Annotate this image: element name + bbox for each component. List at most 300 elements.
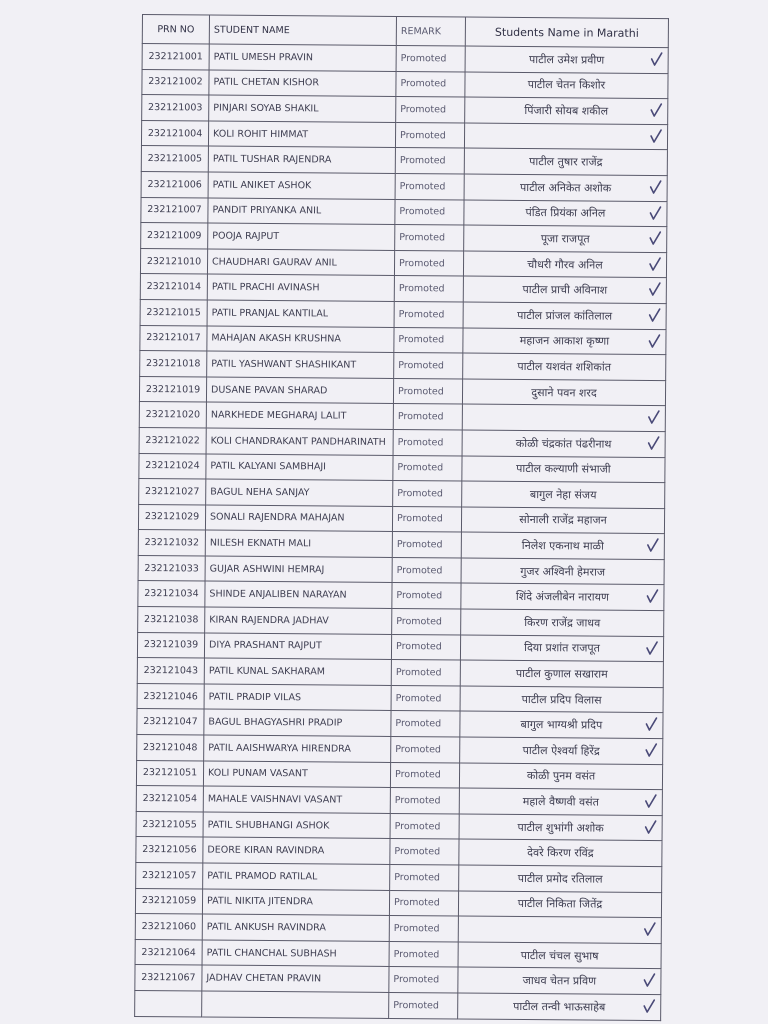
marathi-name-cell — [464, 174, 667, 201]
marathi-name-cell-text: पाटील अनिकेत अशोक — [519, 180, 612, 195]
remark-cell-text: Promoted — [399, 206, 446, 218]
remark-cell-text: Promoted — [393, 897, 440, 909]
remark-cell — [393, 429, 462, 455]
student-name-cell — [203, 863, 390, 890]
marathi-name-cell-text: पाटील प्रांजल कांतिलाल — [517, 308, 613, 323]
student-name-cell — [208, 223, 395, 250]
student-name-cell-text: KOLI CHANDRAKANT PANDHARINATH — [210, 435, 386, 448]
marathi-name-cell — [464, 225, 667, 252]
remark-cell — [394, 353, 463, 379]
prn-cell-text: 232121034 — [144, 588, 199, 600]
remark-cell-text: Promoted — [394, 846, 441, 858]
student-name-cell-text: PATIL KALYANI SAMBHAJI — [210, 460, 327, 473]
student-name-cell — [205, 581, 392, 608]
remark-cell-text: Promoted — [393, 974, 440, 986]
checkmark-icon — [644, 716, 658, 732]
student-name-cell-text: PATIL PRANJAL KANTILAL — [211, 307, 329, 320]
marathi-name-cell — [465, 72, 668, 99]
marathi-name-cell — [462, 481, 665, 508]
remark-cell — [393, 455, 462, 481]
remark-cell — [390, 864, 459, 890]
checkmark-icon — [645, 640, 659, 656]
prn-cell — [137, 709, 204, 735]
remark-cell — [393, 481, 462, 507]
student-name-cell-text: KOLI ROHIT HIMMAT — [213, 128, 309, 140]
student-name-cell-text: PATIL CHANCHAL SUBHASH — [206, 947, 337, 960]
prn-cell-text: 232121018 — [146, 357, 201, 370]
remark-cell — [391, 660, 460, 686]
prn-cell-text: 232121003 — [148, 102, 203, 114]
prn-cell-text: 232121056 — [142, 844, 197, 856]
student-name-cell-text: BAGUL NEHA SANJAY — [210, 486, 310, 499]
prn-cell-text: 232121043 — [143, 665, 199, 677]
table-row — [135, 990, 661, 1020]
remark-cell-text: Promoted — [395, 743, 442, 756]
student-name-cell — [206, 402, 393, 429]
prn-cell — [135, 965, 202, 991]
remark-cell-text: Promoted — [394, 795, 441, 807]
marathi-name-cell-text: पाटील प्रमोद रतिलाल — [517, 871, 603, 886]
marathi-name-cell — [460, 635, 663, 662]
prn-cell-text: 232121038 — [143, 613, 199, 626]
remark-cell-text: Promoted — [400, 129, 446, 141]
marathi-name-cell — [459, 865, 662, 892]
marathi-name-cell-text: पाटील यशवंत शशिकांत — [517, 359, 612, 374]
prn-cell — [136, 760, 203, 786]
marathi-name-cell — [460, 737, 663, 764]
remark-cell-text: Promoted — [394, 769, 441, 781]
remark-cell — [391, 737, 460, 763]
remark-cell — [395, 225, 464, 251]
student-name-cell-text: PATIL UMESH PRAVIN — [213, 51, 314, 64]
student-name-cell — [205, 505, 392, 532]
remark-cell-text: Promoted — [399, 155, 446, 167]
prn-cell — [136, 837, 203, 863]
prn-cell — [139, 427, 206, 453]
checkmark-icon — [648, 281, 662, 297]
checkmark-icon — [649, 128, 663, 144]
remark-cell-text: Promoted — [400, 52, 447, 65]
prn-cell — [137, 658, 204, 684]
student-name-cell — [203, 837, 390, 864]
student-name-cell — [204, 684, 391, 711]
remark-cell — [390, 839, 459, 865]
prn-cell — [135, 914, 202, 940]
checkmark-icon — [647, 435, 661, 451]
remark-cell-text: Promoted — [397, 462, 444, 474]
remark-cell-text: Promoted — [400, 78, 447, 90]
student-name-cell-text: PATIL KUNAL SAKHARAM — [208, 665, 326, 678]
prn-cell — [141, 120, 208, 146]
remark-cell-text: Promoted — [398, 359, 445, 372]
prn-cell — [140, 299, 207, 325]
prn-cell — [142, 95, 209, 121]
prn-cell-text: 232121001 — [148, 50, 203, 63]
marathi-name-cell — [464, 200, 667, 227]
checkmark-icon — [650, 51, 664, 67]
marathi-name-cell-text: पंडित प्रियंका अनिल — [525, 206, 606, 221]
remark-cell — [396, 45, 465, 71]
marathi-name-cell — [463, 302, 666, 329]
student-name-cell-text: PATIL ANKUSH RAVINDRA — [206, 921, 326, 934]
marathi-name-cell — [462, 430, 665, 457]
student-name-cell-text: PATIL SHUBHANGI ASHOK — [207, 819, 330, 832]
marathi-name-cell — [458, 891, 661, 918]
prn-cell-text: 232121051 — [142, 767, 198, 779]
remark-cell — [392, 532, 461, 558]
marathi-name-cell — [461, 507, 664, 534]
remark-cell-text: Promoted — [396, 615, 443, 628]
marathi-name-cell-text: पाटील कुणाल सखाराम — [515, 667, 608, 681]
remark-cell-text: Promoted — [395, 718, 442, 730]
marathi-name-cell — [459, 839, 662, 866]
marathi-name-cell-text: जाधव चेतन प्रविण — [522, 974, 597, 988]
marathi-name-cell — [458, 967, 661, 994]
student-name-cell — [209, 44, 396, 71]
remark-cell — [390, 813, 459, 839]
prn-cell — [135, 888, 202, 914]
remark-cell-text: Promoted — [395, 641, 442, 653]
remark-cell — [395, 199, 464, 225]
remark-cell — [395, 148, 464, 174]
remark-cell-text: Promoted — [399, 257, 445, 269]
prn-cell-text: 232121002 — [148, 76, 203, 88]
marathi-name-cell-text: पाटील तुषार राजेंद्र — [529, 155, 603, 169]
prn-cell — [138, 581, 205, 607]
remark-cell — [391, 685, 460, 711]
student-name-cell-text: MAHAJAN AKASH KRUSHNA — [211, 332, 341, 345]
marathi-name-cell-text: पाटील तन्वी भाऊसाहेब — [513, 999, 606, 1014]
student-name-cell — [208, 121, 395, 148]
prn-cell — [135, 990, 202, 1016]
student-name-cell-text: PATIL AAISHWARYA HIRENDRA — [208, 742, 351, 755]
prn-cell-text: 232121032 — [144, 537, 200, 549]
remark-cell — [392, 506, 461, 532]
student-name-cell — [204, 658, 391, 685]
marathi-name-cell-text: बागुल नेहा संजय — [529, 487, 597, 502]
student-name-cell — [205, 607, 392, 634]
marathi-name-cell-text: पाटील चेतन किशोर — [527, 78, 606, 93]
remark-cell — [393, 404, 462, 430]
marathi-name-cell-text: दिया प्रशांत राजपूत — [524, 641, 600, 656]
remark-cell — [396, 97, 465, 123]
prn-cell — [141, 223, 208, 249]
marathi-name-cell-text: देवरे किरण रविंद्र — [527, 846, 594, 860]
remark-cell-text: Promoted — [398, 283, 445, 295]
remark-cell — [389, 916, 458, 942]
student-name-cell — [207, 274, 394, 301]
student-name-cell-text: SONALI RAJENDRA MAHAJAN — [210, 512, 345, 525]
prn-cell-text: 232121006 — [147, 178, 202, 191]
checkmark-icon — [644, 793, 658, 809]
prn-cell — [140, 248, 207, 274]
student-name-cell-text: MAHALE VAISHNAVI VASANT — [207, 793, 343, 806]
remark-cell — [389, 941, 458, 967]
student-name-cell-text: PATIL TUSHAR RAJENDRA — [212, 153, 332, 166]
checkmark-icon — [649, 102, 663, 118]
prn-cell — [138, 504, 205, 530]
remark-cell-text: Promoted — [399, 231, 446, 244]
remark-cell — [392, 609, 461, 635]
checkmark-icon — [649, 179, 663, 195]
prn-cell — [139, 479, 206, 505]
remark-cell — [394, 276, 463, 302]
prn-cell — [136, 862, 203, 888]
student-name-cell — [202, 914, 389, 941]
marathi-name-cell — [462, 456, 665, 483]
student-name-cell — [202, 965, 389, 992]
remark-cell-text: Promoted — [398, 385, 444, 397]
remark-cell — [395, 173, 464, 199]
student-name-cell — [207, 326, 394, 353]
marathi-name-cell — [463, 328, 666, 355]
prn-cell — [140, 325, 207, 351]
marathi-name-cell-text: पाटील उमेश प्रवीण — [528, 52, 605, 67]
marathi-name-cell — [460, 711, 663, 738]
marathi-name-cell-text: कोळी चंद्रकांत पंढरीनाथ — [515, 436, 612, 451]
prn-cell-text: 232121007 — [147, 204, 202, 216]
marathi-name-cell-text: शिंदे अंजलीबेन नारायण — [515, 590, 610, 604]
student-name-cell-text: POOJA RAJPUT — [212, 230, 280, 243]
checkmark-icon — [644, 742, 658, 758]
student-name-cell — [207, 300, 394, 327]
remark-cell-text: Promoted — [395, 692, 442, 705]
marathi-name-cell — [465, 46, 668, 73]
marathi-name-cell — [464, 123, 667, 150]
student-name-cell — [202, 889, 389, 916]
student-list-sheet — [134, 14, 658, 1021]
remark-cell — [389, 967, 458, 993]
marathi-name-cell-text: पाटील निकिता जितेंद्र — [517, 897, 603, 912]
prn-cell-text: 232121060 — [141, 921, 197, 933]
student-name-cell-text: NILESH EKNATH MALI — [209, 537, 312, 550]
table-header-row — [142, 15, 668, 48]
prn-cell-text: 232121057 — [141, 869, 197, 882]
prn-cell — [137, 735, 204, 761]
marathi-name-cell — [461, 609, 664, 636]
marathi-name-cell — [458, 942, 661, 969]
remark-cell — [394, 327, 463, 353]
student-name-cell-text: CHAUDHARI GAURAV ANIL — [212, 256, 337, 269]
student-name-cell — [208, 198, 395, 225]
prn-cell — [138, 530, 205, 556]
marathi-name-cell — [459, 763, 662, 790]
student-name-cell — [205, 530, 392, 557]
remark-cell — [389, 992, 458, 1018]
student-name-cell — [202, 991, 389, 1018]
prn-cell — [138, 607, 205, 633]
student-name-cell — [204, 633, 391, 660]
remark-cell-text: Promoted — [393, 922, 440, 935]
prn-cell-text: 232121022 — [145, 434, 200, 447]
marathi-name-cell-text: चौधरी गौरव अनिल — [527, 257, 603, 272]
student-name-cell — [206, 454, 393, 481]
header-remark: REMARK — [396, 16, 465, 46]
marathi-name-cell-text: गुजर अश्विनी हेमराज — [520, 564, 606, 579]
prn-cell — [136, 811, 203, 837]
prn-cell — [139, 453, 206, 479]
remark-cell-text: Promoted — [398, 334, 445, 346]
student-name-cell-text: DIYA PRASHANT RAJPUT — [208, 639, 322, 652]
prn-cell-text: 232121048 — [142, 741, 198, 754]
remark-cell-text: Promoted — [394, 820, 441, 832]
marathi-name-cell — [459, 788, 662, 815]
student-name-cell-text: NARKHEDE MEGHARAJ LALIT — [210, 409, 347, 422]
remark-cell — [394, 250, 463, 276]
prn-cell — [138, 555, 205, 581]
prn-cell-text: 232121033 — [144, 562, 199, 575]
prn-cell-text: 232121005 — [147, 153, 203, 165]
student-name-cell-text: PANDIT PRIYANKA ANIL — [212, 204, 322, 217]
marathi-name-cell — [465, 97, 668, 124]
prn-cell-text: 232121046 — [143, 690, 198, 703]
marathi-name-cell-text: किरण राजेंद्र जाधव — [524, 615, 601, 630]
remark-cell-text: Promoted — [398, 308, 445, 321]
student-name-cell — [206, 377, 393, 404]
prn-cell-text: 232121067 — [141, 972, 196, 984]
table-body — [135, 44, 669, 1021]
prn-cell — [140, 351, 207, 377]
marathi-name-cell-text: कोळी पुनम वसंत — [526, 769, 596, 784]
prn-cell — [136, 786, 203, 812]
prn-cell-text: 232121039 — [143, 639, 199, 651]
remark-cell-text: Promoted — [395, 667, 442, 679]
remark-cell — [396, 71, 465, 97]
checkmark-icon — [648, 230, 662, 246]
marathi-name-cell-text: पाटील कल्याणी संभाजी — [516, 462, 611, 476]
student-name-cell — [207, 249, 394, 276]
header-student-name: STUDENT NAME — [209, 15, 396, 45]
prn-cell-text: 232121020 — [145, 409, 201, 421]
prn-cell — [140, 274, 207, 300]
remark-cell — [390, 788, 459, 814]
remark-cell-text: Promoted — [399, 180, 446, 193]
checkmark-icon — [645, 588, 659, 604]
student-table — [134, 14, 669, 1021]
marathi-name-cell — [463, 353, 666, 380]
student-name-cell-text: PATIL CHETAN KISHOR — [213, 76, 320, 89]
marathi-name-cell-text: पाटील चंचल सुभाष — [520, 948, 599, 963]
student-name-cell-text: KIRAN RAJENDRA JADHAV — [209, 614, 329, 627]
header-marathi-name: Students Name in Marathi — [465, 17, 668, 48]
student-name-cell-text: PATIL PRAMOD RATILAL — [207, 870, 318, 883]
checkmark-icon — [642, 998, 656, 1014]
marathi-name-cell-text: महाले वैष्णवी वसंत — [522, 795, 599, 809]
remark-cell — [390, 762, 459, 788]
prn-cell-text: 232121029 — [144, 511, 200, 523]
prn-cell-text: 232121024 — [145, 460, 200, 472]
remark-cell — [392, 557, 461, 583]
student-name-cell — [209, 70, 396, 97]
remark-cell-text: Promoted — [393, 948, 440, 960]
remark-cell-text: Promoted — [396, 513, 443, 525]
student-name-cell — [203, 786, 390, 813]
marathi-name-cell — [460, 686, 663, 713]
prn-cell-text: 232121010 — [146, 255, 202, 268]
student-name-cell — [206, 428, 393, 455]
marathi-name-cell-text: बागुल भाग्यश्री प्रदिप — [520, 718, 603, 732]
student-name-cell — [206, 479, 393, 506]
prn-cell — [139, 376, 206, 402]
student-name-cell-text: PATIL PRACHI AVINASH — [211, 281, 320, 294]
student-name-cell-text: PINJARI SOYAB SHAKIL — [213, 102, 319, 115]
remark-cell-text: Promoted — [400, 104, 447, 116]
prn-cell-text: 232121055 — [142, 818, 197, 831]
checkmark-icon — [647, 333, 661, 349]
marathi-name-cell — [460, 660, 663, 687]
student-name-cell-text: JADHAV CHETAN PRAVIN — [206, 972, 322, 985]
remark-cell-text: Promoted — [396, 564, 443, 577]
prn-cell — [142, 44, 209, 70]
marathi-name-cell-text: पिंजारी सोयब शकील — [524, 103, 609, 118]
marathi-name-cell — [464, 148, 667, 175]
marathi-name-cell — [458, 993, 661, 1020]
student-name-cell-text: PATIL YASHWANT SHASHIKANT — [211, 358, 357, 371]
marathi-name-cell-text: सोनाली राजेंद्र महाजन — [519, 513, 607, 528]
marathi-name-cell-text: महाजन आकाश कृष्णा — [519, 334, 610, 349]
remark-cell — [391, 634, 460, 660]
checkmark-icon — [648, 307, 662, 323]
marathi-name-cell-text: पाटील ऐश्वर्या हिरेंद्र — [522, 743, 600, 758]
student-name-cell-text: KOLI PUNAM VASANT — [207, 767, 308, 780]
prn-cell — [137, 632, 204, 658]
prn-cell — [141, 146, 208, 172]
marathi-name-cell — [462, 404, 665, 431]
remark-cell — [391, 711, 460, 737]
student-name-cell-text: DUSANE PAVAN SHARAD — [211, 384, 328, 396]
prn-cell-text: 232121027 — [145, 485, 200, 498]
student-name-cell-text: DEORE KIRAN RAVINDRA — [207, 844, 325, 857]
marathi-name-cell-text: पाटील प्राची अविनाश — [522, 283, 608, 297]
marathi-name-cell-text: पाटील प्रदिप विलास — [521, 692, 602, 707]
checkmark-icon — [643, 921, 657, 937]
student-name-cell — [209, 95, 396, 122]
checkmark-icon — [642, 972, 656, 988]
marathi-name-cell — [459, 814, 662, 841]
prn-cell-text: 232121017 — [146, 332, 201, 344]
remark-cell — [392, 583, 461, 609]
marathi-name-cell — [462, 379, 665, 406]
prn-cell-text: 232121064 — [141, 946, 196, 959]
student-name-cell — [208, 146, 395, 173]
checkmark-icon — [648, 256, 662, 272]
prn-cell — [137, 683, 204, 709]
prn-cell — [141, 171, 208, 197]
student-name-cell-text: BAGUL BHAGYASHRI PRADIP — [208, 716, 343, 729]
prn-cell-text: 232121054 — [142, 793, 198, 805]
marathi-name-cell — [461, 558, 664, 585]
student-name-cell — [208, 172, 395, 199]
marathi-name-cell — [461, 532, 664, 559]
remark-cell-text: Promoted — [397, 411, 444, 423]
checkmark-icon — [644, 819, 658, 835]
prn-cell-text: 232121009 — [147, 229, 202, 242]
remark-cell-text: Promoted — [394, 871, 441, 884]
student-name-cell — [204, 709, 391, 736]
remark-cell-text: Promoted — [393, 999, 440, 1012]
checkmark-icon — [647, 409, 661, 425]
marathi-name-cell — [463, 251, 666, 278]
marathi-name-cell — [463, 276, 666, 303]
marathi-name-cell — [458, 916, 661, 943]
student-name-cell-text: PATIL PRADIP VILAS — [208, 691, 302, 703]
student-name-cell-text: SHINDE ANJALIBEN NARAYAN — [209, 588, 347, 601]
marathi-name-cell — [461, 583, 664, 610]
marathi-name-cell-text: पाटील शुभांगी अशोक — [517, 820, 604, 835]
prn-cell-text: 232121059 — [141, 895, 197, 907]
student-name-cell — [203, 812, 390, 839]
remark-cell-text: Promoted — [397, 487, 444, 500]
